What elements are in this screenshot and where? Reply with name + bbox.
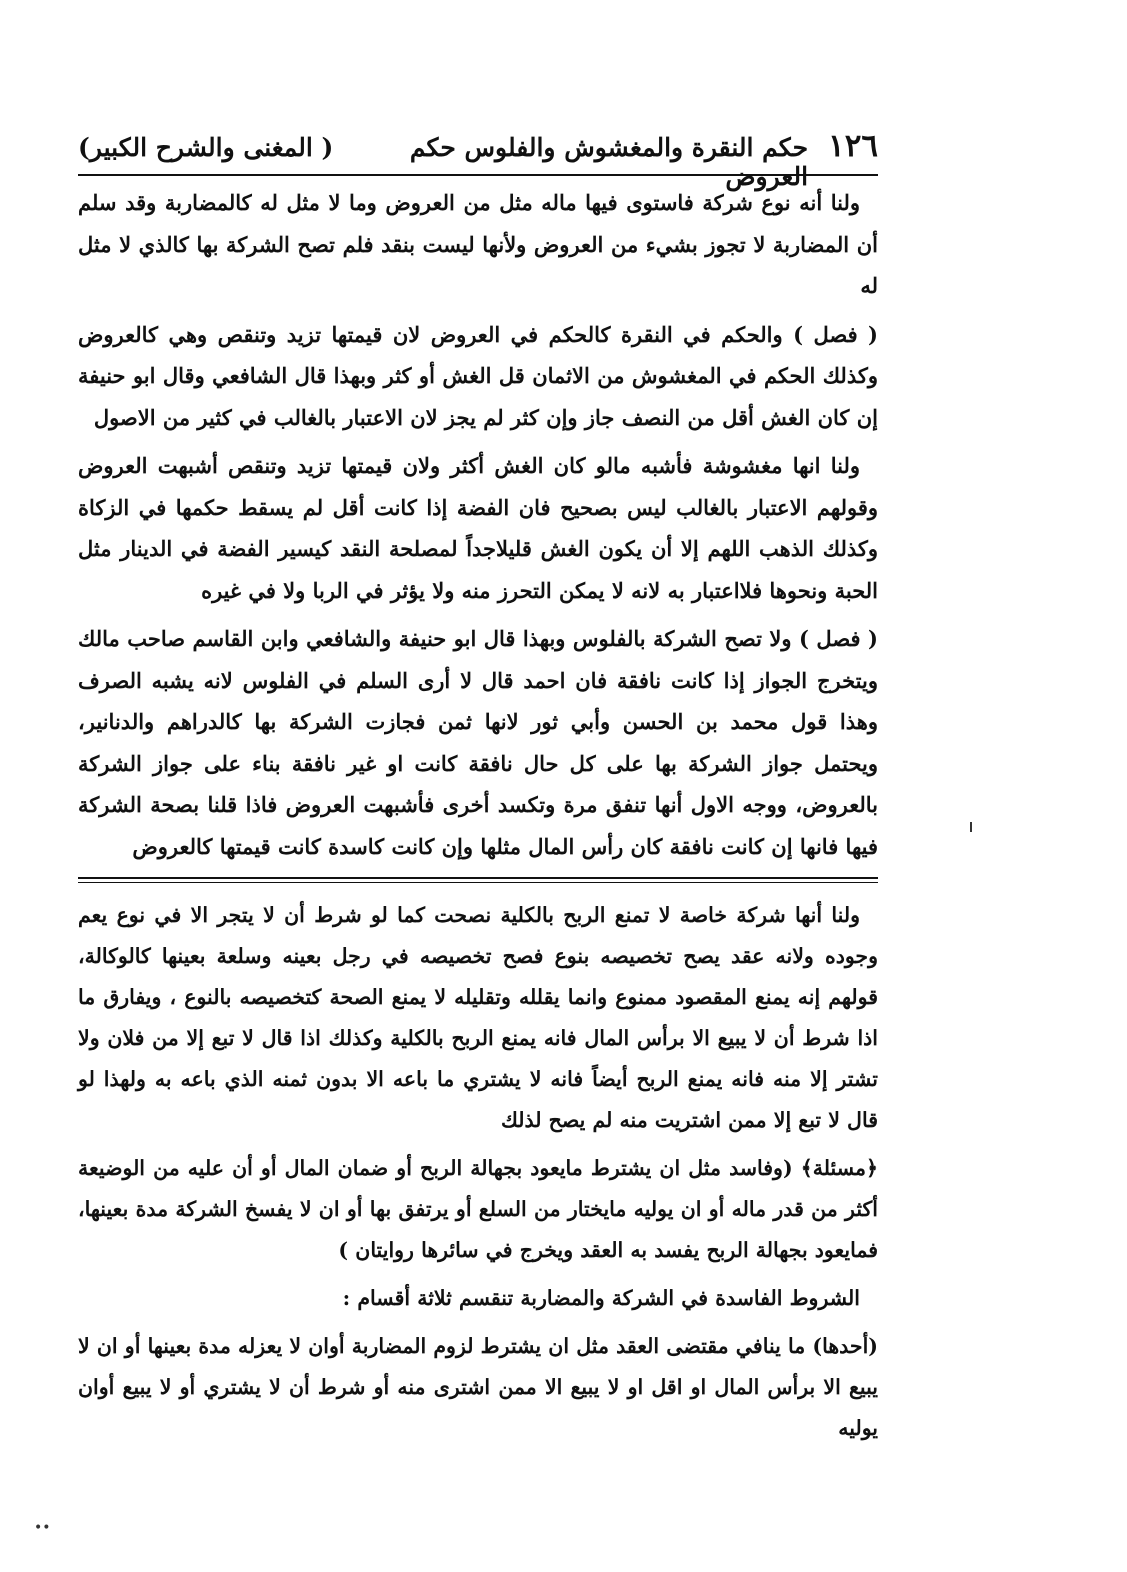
main-paragraph-4: ( فصل ) ولا تصح الشركة بالفلوس وبهذا قال ابو حنيفة والشافعي وابن القاسم صاحب مالك ويتخرج الجواز إذا كانت نافقة فان احمد قال لا أرى السلم في الفلوس لانه يشبه الصرف وهذا قول محمد بن الحسن وأبي ثور لانها ثمن فجازت الشركة بها كالدراهم والدنانير، ويحتمل جواز الشركة بها على كل حال نافقة كانت او غير نافقة بناء على جواز الشركة بالعروض، ووجه الاول أنها تنفق مرة وتكسد أخرى فأشبهت العروض فاذا قلنا بصحة الشركة فيها فانها إن كانت نافقة كان رأس المال مثلها وإن كانت كاسدة كانت قيمتها كالعروض [78,626,878,859]
commentary-paragraph-2: ﴿مسئلة﴾ (وفاسد مثل ان يشترط مايعود بجهالة الربح أو ضمان المال أو أن عليه من الوضيعة أكثر من قدر ماله أو ان يوليه مايختار من السلع أو يرتفق بها أو ان لا يفسخ الشركة مدة بعينها، فمايعود بجهالة الربح يفسد به العقد ويخرج في سائرها روايتان ) [78,1156,878,1262]
commentary-text [78,895,878,1449]
main-paragraph-3: ولنا انها مغشوشة فأشبه مالو كان الغش أكثر ولان قيمتها تزيد وتنقص أشبهت العروض وقولهم الاعتبار بالغالب ليس بصحيح فان الفضة إذا كانت أقل لم يسقط حكمها في الزكاة وكذلك الذهب اللهم إلا أن يكون الغش قليلاجداً لمصلحة النقد كيسير الفضة في الدينار مثل الحبة ونحوها فلااعتبار به لانه لا يمكن التحرز منه ولا يؤثر في الربا ولا في غيره [78,453,878,603]
commentary-paragraph-3: الشروط الفاسدة في الشركة والمضاربة تنقسم ثلاثة أقسام : [342,1286,860,1310]
page-number: ١٢٦ [828,128,878,164]
commentary-paragraph-1: ولنا أنها شركة خاصة لا تمنع الربح بالكلية نصحت كما لو شرط أن لا يتجر الا في نوع يعم وجوده ولانه عقد يصح تخصيصه بنوع فصح تخصيصه في رجل بعينه وسلعة بعينها كالوكالة، قولهم إنه يمنع المقصود ممنوع وانما يقلله وتقليله لا يمنع الصحة كتخصيصه بالنوع ، ويفارق ما اذا شرط أن لا يبيع الا برأس المال فانه يمنع الربح بالكلية وكذلك اذا قال لا تبع إلا من فلان ولا تشتر إلا منه فانه يمنع الربح أيضاً فانه لا يشتري ما باعه الا بدون ثمنه الذي باعه به ولهذا لو قال لا تبع إلا ممن اشتريت منه لم يصح لذلك [78,903,878,1132]
scan-speck: •• [34,1520,51,1536]
commentary-paragraph-4: (أحدها) ما ينافي مقتضى العقد مثل ان يشترط لزوم المضاربة أوان لا يعزله مدة بعينها أو ان لا يبيع الا برأس المال او اقل او لا يبيع الا ممن اشترى منه أو شرط أن لا يشتري أو لا يبيع أوان يوليه [78,1334,878,1440]
divider-line-bottom [78,882,878,883]
section-divider [78,877,878,883]
page-header [78,128,878,191]
main-paragraph-2: ( فصل ) والحكم في النقرة كالحكم في العروض لان قيمتها تزيد وتنقص وهي كالعروض وكذلك الحكم في المغشوش من الاثمان قل الغش أو كثر وبهذا قال الشافعي وقال ابو حنيفة إن كان الغش أقل من النصف جاز وإن كثر لم يجز لان الاعتبار بالغالب في كثير من الاصول [78,321,878,430]
main-text [78,182,878,867]
document-page [78,128,878,1456]
running-title: حكم النقرة والمغشوش والفلوس حكم العروض [409,133,809,191]
main-paragraph-1: ولنا أنه نوع شركة فاستوى فيها ماله مثل من العروض وما لا مثل له كالمضاربة وقد سلم أن المضاربة لا تجوز بشيء من العروض ولأنها ليست بنقد فلم تصح الشركة بها كالذي لا مثل له [78,190,878,298]
margin-mark [970,822,972,832]
book-title: ( المغنى والشرح الكبير) [78,133,334,162]
